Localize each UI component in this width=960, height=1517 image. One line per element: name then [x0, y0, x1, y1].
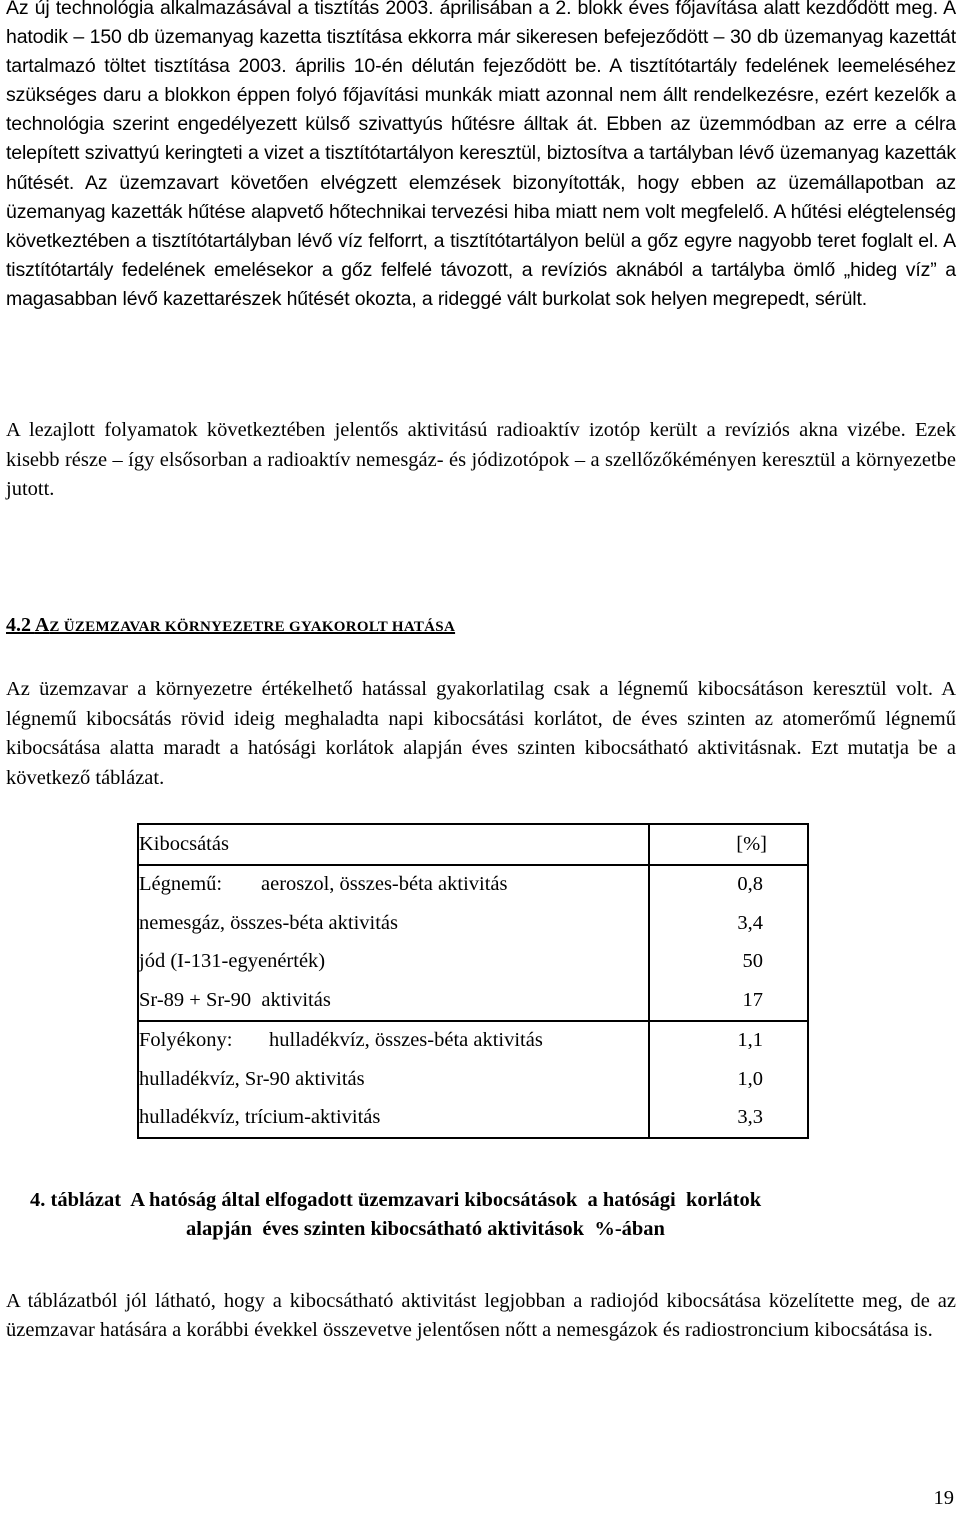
table-header-unit: [%]	[649, 824, 808, 865]
table-row-item: hulladékvíz, Sr-90 aktivitás	[139, 1067, 365, 1090]
paragraph-environmental-impact: Az üzemzavar a környezetre értékelhető hatással gyakorlatilag csak a légnemű kibocsátáson keresztül volt. A légnemű kibocsátás rövid ideig meghaladta napi kibocsátási korlátot, de éves szinten az atomerőmű légnemű kibocsátása alatta maradt a hatósági korlátok alapján éves szinten kibocsátható aktivitásnak. Ezt mutatja be a következő táblázat.	[6, 678, 956, 789]
paragraph-radioactive-release: A lezajlott folyamatok következtében jelentős aktivitású radioaktív izotóp került a revíziós akna vizébe. Ezek kisebb része – így elsősorban a radioaktív nemesgáz- és jódizotópok – a szellőzőkéményen keresztül a környezetbe jutott.	[6, 419, 956, 501]
page-number: 19	[933, 1487, 954, 1509]
table-row-item: hulladékvíz, összes-béta aktivitás	[269, 1029, 543, 1052]
table-caption-line-2: alapján éves szinten kibocsátható aktivitások %-ában	[186, 1218, 665, 1240]
section-number: 4.2	[6, 614, 31, 636]
table-header-row	[138, 824, 808, 865]
table-row-value: 3,4	[649, 904, 808, 943]
table-row	[138, 865, 808, 905]
table-row-value: 17	[649, 981, 808, 1021]
emission-table	[137, 823, 809, 1139]
section-title-rest: Z ÜZEMZAVAR KÖRNYEZETRE GYAKOROLT HATÁSA	[49, 619, 456, 635]
table-row	[138, 904, 808, 943]
table-row-item: hulladékvíz, trícium-aktivitás	[139, 1106, 381, 1129]
section-title-first-letter: A	[34, 614, 50, 636]
table-row-value: 1,1	[649, 1021, 808, 1061]
table-row-value: 3,3	[649, 1099, 808, 1139]
table-row	[138, 1021, 808, 1061]
table-header-label: Kibocsátás	[138, 824, 649, 865]
table-row	[138, 943, 808, 982]
table-row-item: aeroszol, összes-béta aktivitás	[261, 873, 508, 896]
table-row-category: Folyékony:	[139, 1029, 233, 1052]
table-row-item: nemesgáz, összes-béta aktivitás	[139, 911, 399, 934]
section-heading	[6, 614, 455, 637]
table-row-value: 50	[649, 943, 808, 982]
table-row-value: 0,8	[649, 865, 808, 905]
table-row-item: jód (I-131-egyenérték)	[139, 950, 326, 973]
table-row-item: Sr-89 + Sr-90 aktivitás	[138, 981, 649, 1021]
table-row	[138, 1099, 808, 1139]
table-row-category: Légnemű:	[139, 873, 223, 896]
table-row-value: 1,0	[649, 1060, 808, 1099]
paragraph-table-conclusion: A táblázatból jól látható, hogy a kibocsátható aktivitást legjobban a radiojód kibocsátása közelítette meg, de az üzemzavar hatására a korábbi évekkel összevetve jelentősen nőtt a nemesgázok és radiostroncium kibocsátása is.	[6, 1290, 956, 1342]
table-row	[138, 1060, 808, 1099]
table-row	[138, 981, 808, 1021]
paragraph-cleaning-incident: Az új technológia alkalmazásával a tisztítás 2003. áprilisában a 2. blokk éves főjavítása alatt kezdődött meg. A hatodik – 150 db üzemanyag kazetta tisztítása ekkorra már sikeresen befejeződött – 30 db üzemanyag kazettát tartalmazó töltet tisztítása 2003. április 10-én délután fejeződött be. A tisztítótartály fedelének leemeléséhez szükséges daru a blokkon éppen folyó főjavítási munkák miatt azonnal nem állt rendelkezésre, ezért kezelők a technológia szerint engedélyezett külső szivattyús hűtésre álltak át. Ebben az üzemmódban az erre a célra telepített szivattyú keringteti a vizet a tisztítótartályon keresztül, biztosítva a tartályban lévő üzemanyag kazetták hűtését. Az üzemzavart követően elvégzett elemzések bizonyították, hogy ebben az üzemállapotban az üzemanyag kazetták hűtése alapvető hőtechnikai tervezési hiba miatt nem volt megfelelő. A hűtési elégtelenség következtében a tisztítótartályban lévő víz felforrt, a tisztítótartályon belül a gőz egyre nagyobb teret foglalt el. A tisztítótartály fedelének emelésekor a gőz felfelé távozott, a revíziós aknából a tartályba ömlő „hideg víz” a magasabban lévő kazettarészek hűtését okozta, a rideggé vált burkolat sok helyen megrepedt, sérült.	[6, 0, 956, 310]
table-caption	[0, 1186, 960, 1244]
table-caption-line-1: 4. táblázat A hatóság által elfogadott üzemzavari kibocsátások a hatósági korlátok	[30, 1189, 762, 1211]
